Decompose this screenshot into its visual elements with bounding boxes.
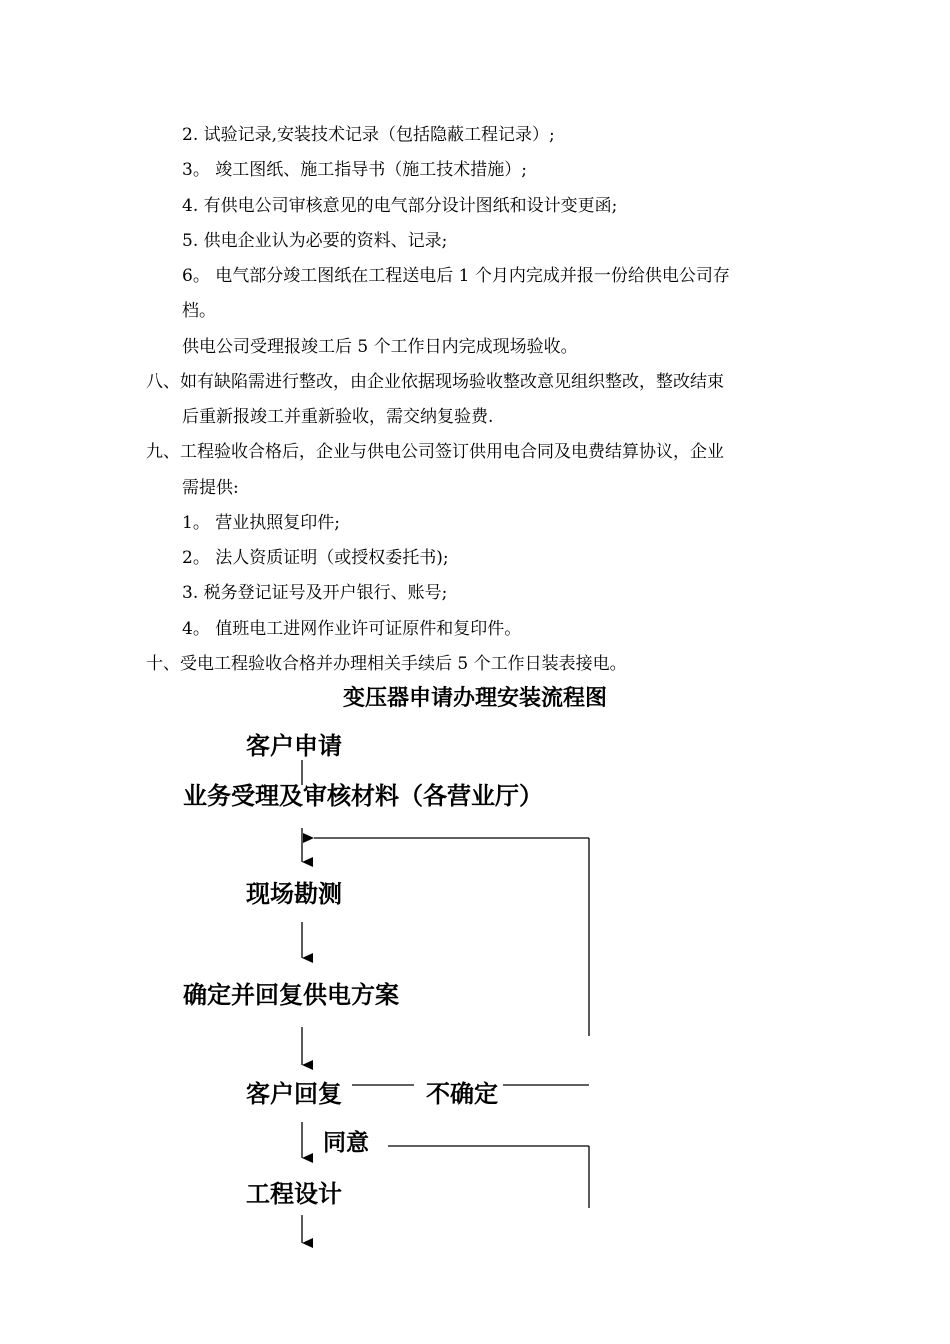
flow-node-reply: 客户回复 xyxy=(246,1080,342,1108)
text-line-14: 3. 税务登记证号及开户银行、账号; xyxy=(182,583,448,603)
text-line-8: 八、如有缺陷需进行整改，由企业依据现场验收整改意见组织整改，整改结束 xyxy=(146,372,724,392)
flow-node-apply: 客户申请 xyxy=(246,732,342,760)
text-line-16: 十、受电工程验收合格并办理相关手续后 5 个工作日装表接电。 xyxy=(146,654,627,674)
text-line-2: 3。 竣工图纸、施工指导书（施工技术措施）; xyxy=(182,160,527,180)
text-line-15: 4。 值班电工进网作业许可证原件和复印件。 xyxy=(182,619,522,639)
text-line-9: 后重新报竣工并重新验收，需交纳复验费. xyxy=(182,407,494,427)
text-line-10: 九、工程验收合格后，企业与供电公司签订供用电合同及电费结算协议，企业 xyxy=(146,442,724,462)
text-line-3: 4. 有供电公司审核意见的电气部分设计图纸和设计变更函; xyxy=(182,196,618,216)
flowchart-title: 变压器申请办理安装流程图 xyxy=(342,686,607,711)
text-line-5: 6。 电气部分竣工图纸在工程送电后 1 个月内完成并报一份给供电公司存 xyxy=(182,266,730,286)
flow-node-survey: 现场勘测 xyxy=(246,880,342,908)
flow-label-agree: 同意 xyxy=(323,1130,369,1156)
text-line-7: 供电公司受理报竣工后 5 个工作日内完成现场验收。 xyxy=(182,337,578,357)
flow-node-accept: 业务受理及审核材料（各营业厅） xyxy=(183,782,543,810)
text-line-12: 1。 营业执照复印件; xyxy=(182,513,340,533)
text-line-13: 2。 法人资质证明（或授权委托书); xyxy=(182,548,449,568)
flow-label-uncertain: 不确定 xyxy=(426,1080,498,1108)
flow-node-plan: 确定并回复供电方案 xyxy=(183,981,399,1009)
text-line-11: 需提供: xyxy=(182,478,239,498)
text-line-4: 5. 供电企业认为必要的资料、记录; xyxy=(182,231,448,251)
flow-node-design: 工程设计 xyxy=(246,1180,342,1208)
text-line-6: 档。 xyxy=(182,301,216,321)
text-line-1: 2. 试验记录,安装技术记录（包括隐蔽工程记录）; xyxy=(182,125,555,145)
